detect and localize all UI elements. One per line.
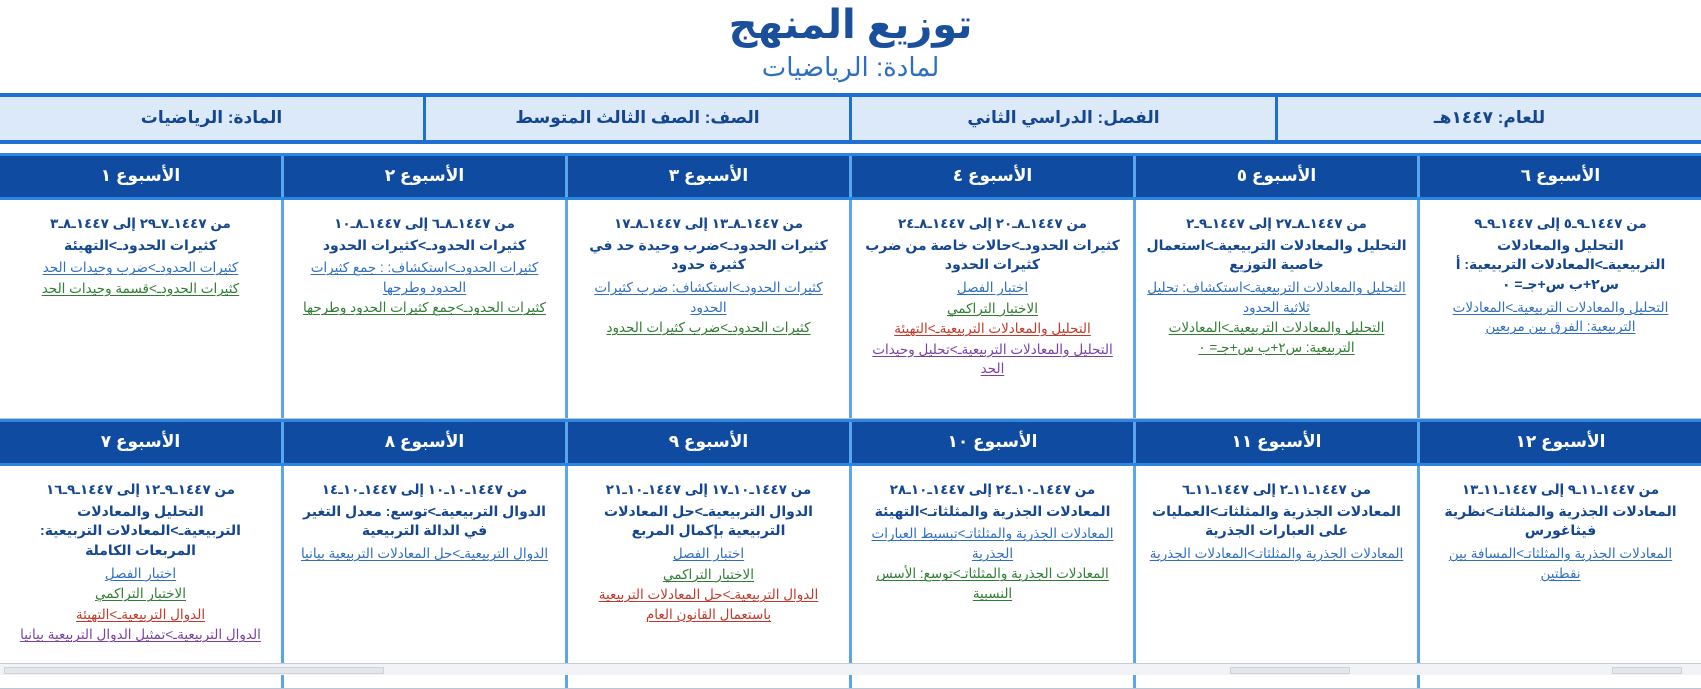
lesson-link[interactable]: التحليل والمعادلات التربيعيةـ>تحليل وحيدات الحد bbox=[872, 341, 1113, 377]
page-subtitle: لمادة: الرياضيات bbox=[761, 52, 940, 82]
lesson-link[interactable]: كثيرات الحدودـ>استكشاف: : جمع كثيرات الحدود وطرحها bbox=[310, 260, 539, 295]
lesson-link[interactable]: كثيرات الحدودـ>ضرب كثيرات الحدود bbox=[606, 320, 811, 336]
week-main-topic: المعادلات الجذرية والمثلثاتـ>نظرية فيثاغورس bbox=[1444, 502, 1677, 539]
week-date: من ١٤٤٧ـ١٠ـ١٠ إلى ١٤٤٧ـ١٠ـ١٤ bbox=[321, 482, 528, 498]
info-cell-subject: المادة: الرياضيات bbox=[0, 97, 423, 140]
week-cell-2 bbox=[281, 200, 565, 418]
week-cell-6 bbox=[1417, 200, 1701, 418]
lesson-link[interactable]: الدوال التربيعيةـ>حل المعادلات التربيعية باستعمال القانون العام bbox=[598, 587, 819, 622]
week-header-row-1 bbox=[0, 153, 1701, 200]
week-header-7[interactable]: الأسبوع ٧ bbox=[100, 432, 181, 452]
week-cell-4 bbox=[849, 200, 1133, 418]
week-date: من ١٤٤٧ـ١٠ـ٢٤ إلى ١٤٤٧ـ١٠ـ٢٨ bbox=[889, 482, 1096, 498]
lesson-link[interactable]: الدوال التربيعيةـ>التهيئة bbox=[75, 606, 206, 622]
week-header-6[interactable]: الأسبوع ٦ bbox=[1417, 156, 1701, 197]
week-cell-3 bbox=[565, 200, 849, 418]
lesson-link[interactable]: كثيرات الحدودـ>قسمة وحيدات الحد bbox=[41, 280, 240, 296]
week-main-topic: كثيرات الحدودـ>حالات خاصة من ضرب كثيرات الحدود bbox=[865, 236, 1120, 273]
week-main-topic: التحليل والمعادلات التربيعيةـ>استعمال خاصية التوزيع bbox=[1146, 236, 1407, 273]
chrome-segment-right bbox=[1612, 667, 1682, 674]
week-date: من ١٤٤٧ـ٨ـ١٣ إلى ١٤٤٧ـ٨ـ١٧ bbox=[613, 216, 804, 232]
info-cell-term: الفصل: الدراسي الثاني bbox=[849, 97, 1275, 140]
lesson-link[interactable]: اختبار الفصل bbox=[104, 565, 177, 581]
lesson-link[interactable]: اختبار الفصل bbox=[672, 545, 745, 561]
week-header-8[interactable]: الأسبوع ٨ bbox=[281, 422, 565, 463]
week-main-topic: التحليل والمعادلات التربيعيةـ>المعادلات التربيعية: أ س٢+ب س+جـ= ٠ bbox=[1455, 236, 1666, 292]
week-date: من ١٤٤٧ـ٨ـ٢٧ إلى ١٤٤٧ـ٩ـ٢ bbox=[1186, 216, 1367, 232]
chrome-segment-left bbox=[4, 667, 384, 674]
week-header-11[interactable]: الأسبوع ١١ bbox=[1133, 422, 1417, 463]
week-date: من ١٤٤٧ـ٩ـ١٢ إلى ١٤٤٧ـ٩ـ١٦ bbox=[45, 482, 236, 498]
lesson-link[interactable]: التحليل والمعادلات التربيعيةـ>المعادلات التربيعية: س٢+ب س+جـ= ٠ bbox=[1168, 320, 1385, 355]
week-main-topic: كثيرات الحدودـ>ضرب وحيدة حد في كثيرة حدود bbox=[589, 236, 828, 273]
lesson-link[interactable]: المعادلات الجذرية والمثلثاتـ>توسع: الأسس النسبية bbox=[876, 566, 1109, 602]
lesson-link[interactable]: التحليل والمعادلات التربيعيةـ>المعادلات التربيعية: الفرق بين مربعين bbox=[1452, 299, 1669, 335]
week-header-10[interactable]: الأسبوع ١٠ bbox=[849, 422, 1133, 463]
week-main-topic: كثيرات الحدودـ>كثيرات الحدود bbox=[322, 236, 527, 253]
lesson-link[interactable]: كثيرات الحدودـ>استكشاف: ضرب كثيرات الحدود bbox=[594, 279, 823, 315]
week-main-topic: التحليل والمعادلات التربيعيةـ>المعادلات التربيعية: المربعات الكاملة bbox=[40, 502, 241, 558]
week-date: من ١٤٤٧ـ٨ـ٦ إلى ١٤٤٧ـ٨ـ١٠ bbox=[334, 216, 515, 232]
week-header-5[interactable]: الأسبوع ٥ bbox=[1133, 156, 1417, 197]
lesson-link[interactable]: الدوال التربيعيةـ>تمثيل الدوال التربيعية بيانيا bbox=[20, 627, 261, 643]
week-main-topic: المعادلات الجذرية والمثلثاتـ>العمليات على العبارات الجذرية bbox=[1152, 502, 1401, 539]
week-date: من ١٤٤٧ـ٧ـ٢٩ إلى ١٤٤٧ـ٨ـ٣ bbox=[50, 216, 231, 232]
week-header-9[interactable]: الأسبوع ٩ bbox=[565, 422, 849, 463]
week-cell-12 bbox=[1417, 466, 1701, 688]
week-date: من ١٤٤٧ـ١٠ـ١٧ إلى ١٤٤٧ـ١٠ـ٢١ bbox=[605, 482, 812, 498]
week-header-4[interactable]: الأسبوع ٤ bbox=[849, 156, 1133, 197]
lesson-link[interactable]: التحليل والمعادلات التربيعيةـ>استكشاف: تحليل ثلاثية الحدود bbox=[1147, 279, 1406, 315]
lesson-link[interactable]: اختبار الفصل bbox=[956, 279, 1029, 295]
week-date: من ١٤٤٧ـ٩ـ٥ إلى ١٤٤٧ـ٩ـ٩ bbox=[1474, 216, 1647, 232]
week-cell-9 bbox=[565, 466, 849, 688]
week-header-3[interactable]: الأسبوع ٣ bbox=[565, 156, 849, 197]
info-cell-grade: الصف: الصف الثالث المتوسط bbox=[423, 97, 849, 140]
week-cell-5 bbox=[1133, 200, 1417, 418]
week-main-topic: كثيرات الحدودـ>التهيئة bbox=[63, 236, 218, 253]
lesson-link[interactable]: المعادلات الجذرية والمثلثاتـ>تبسيط العبارات الجذرية bbox=[871, 526, 1114, 561]
week-main-topic: المعادلات الجذرية والمثلثاتـ>التهيئة bbox=[874, 502, 1111, 519]
page-title: توزيع المنهج bbox=[728, 3, 973, 47]
title-block bbox=[0, 0, 1701, 83]
bottom-chrome-strip bbox=[0, 663, 1701, 675]
lesson-link[interactable]: الاختبار التراكمي bbox=[663, 566, 754, 582]
week-main-topic: الدوال التربيعيةـ>توسع: معدل التغير في الدالة التربيعية bbox=[303, 502, 546, 539]
week-date: من ١٤٤٧ـ١١ـ٩ إلى ١٤٤٧ـ١١ـ١٣ bbox=[1461, 482, 1660, 498]
week-date: من ١٤٤٧ـ١١ـ٢ إلى ١٤٤٧ـ١١ـ٦ bbox=[1181, 482, 1372, 498]
info-cell-year: للعام: ١٤٤٧هـ bbox=[1275, 97, 1701, 140]
week-header-row-2 bbox=[0, 419, 1701, 466]
info-bar bbox=[0, 93, 1701, 144]
lesson-link[interactable]: الاختبار التراكمي bbox=[95, 586, 186, 602]
week-cell-1 bbox=[0, 200, 281, 418]
lesson-link[interactable]: كثيرات الحدودـ>جمع كثيرات الحدود وطرحها bbox=[303, 300, 546, 316]
lesson-link[interactable]: المعادلات الجذرية والمثلثاتـ>المعادلات الجذرية bbox=[1149, 545, 1404, 561]
week-body-row-1 bbox=[0, 200, 1701, 419]
chrome-segment-middle bbox=[1230, 667, 1350, 674]
week-header-12[interactable]: الأسبوع ١٢ bbox=[1417, 422, 1701, 463]
week-main-topic: الدوال التربيعيةـ>حل المعادلات التربيعية بإكمال المربع bbox=[604, 502, 813, 539]
lesson-link[interactable]: التحليل والمعادلات التربيعيةـ>التهيئة bbox=[894, 321, 1091, 337]
weeks-table bbox=[0, 153, 1701, 689]
week-cell-7 bbox=[0, 466, 281, 688]
lesson-link[interactable]: الدوال التربيعيةـ>حل المعادلات التربيعية بيانيا bbox=[300, 545, 549, 561]
lesson-link[interactable]: المعادلات الجذرية والمثلثاتـ>المسافة بين نقطتين bbox=[1448, 545, 1673, 581]
week-cell-11 bbox=[1133, 466, 1417, 688]
week-cell-10 bbox=[849, 466, 1133, 688]
lesson-link[interactable]: كثيرات الحدودـ>ضرب وحيدات الحد bbox=[42, 260, 239, 276]
week-cell-8 bbox=[281, 466, 565, 688]
week-header-2[interactable]: الأسبوع ٢ bbox=[281, 156, 565, 197]
week-body-row-2 bbox=[0, 466, 1701, 689]
lesson-link[interactable]: الاختبار التراكمي bbox=[947, 300, 1038, 316]
week-header-1[interactable]: الأسبوع ١ bbox=[100, 166, 181, 186]
week-date: من ١٤٤٧ـ٨ـ٢٠ إلى ١٤٤٧ـ٨ـ٢٤ bbox=[897, 216, 1088, 232]
